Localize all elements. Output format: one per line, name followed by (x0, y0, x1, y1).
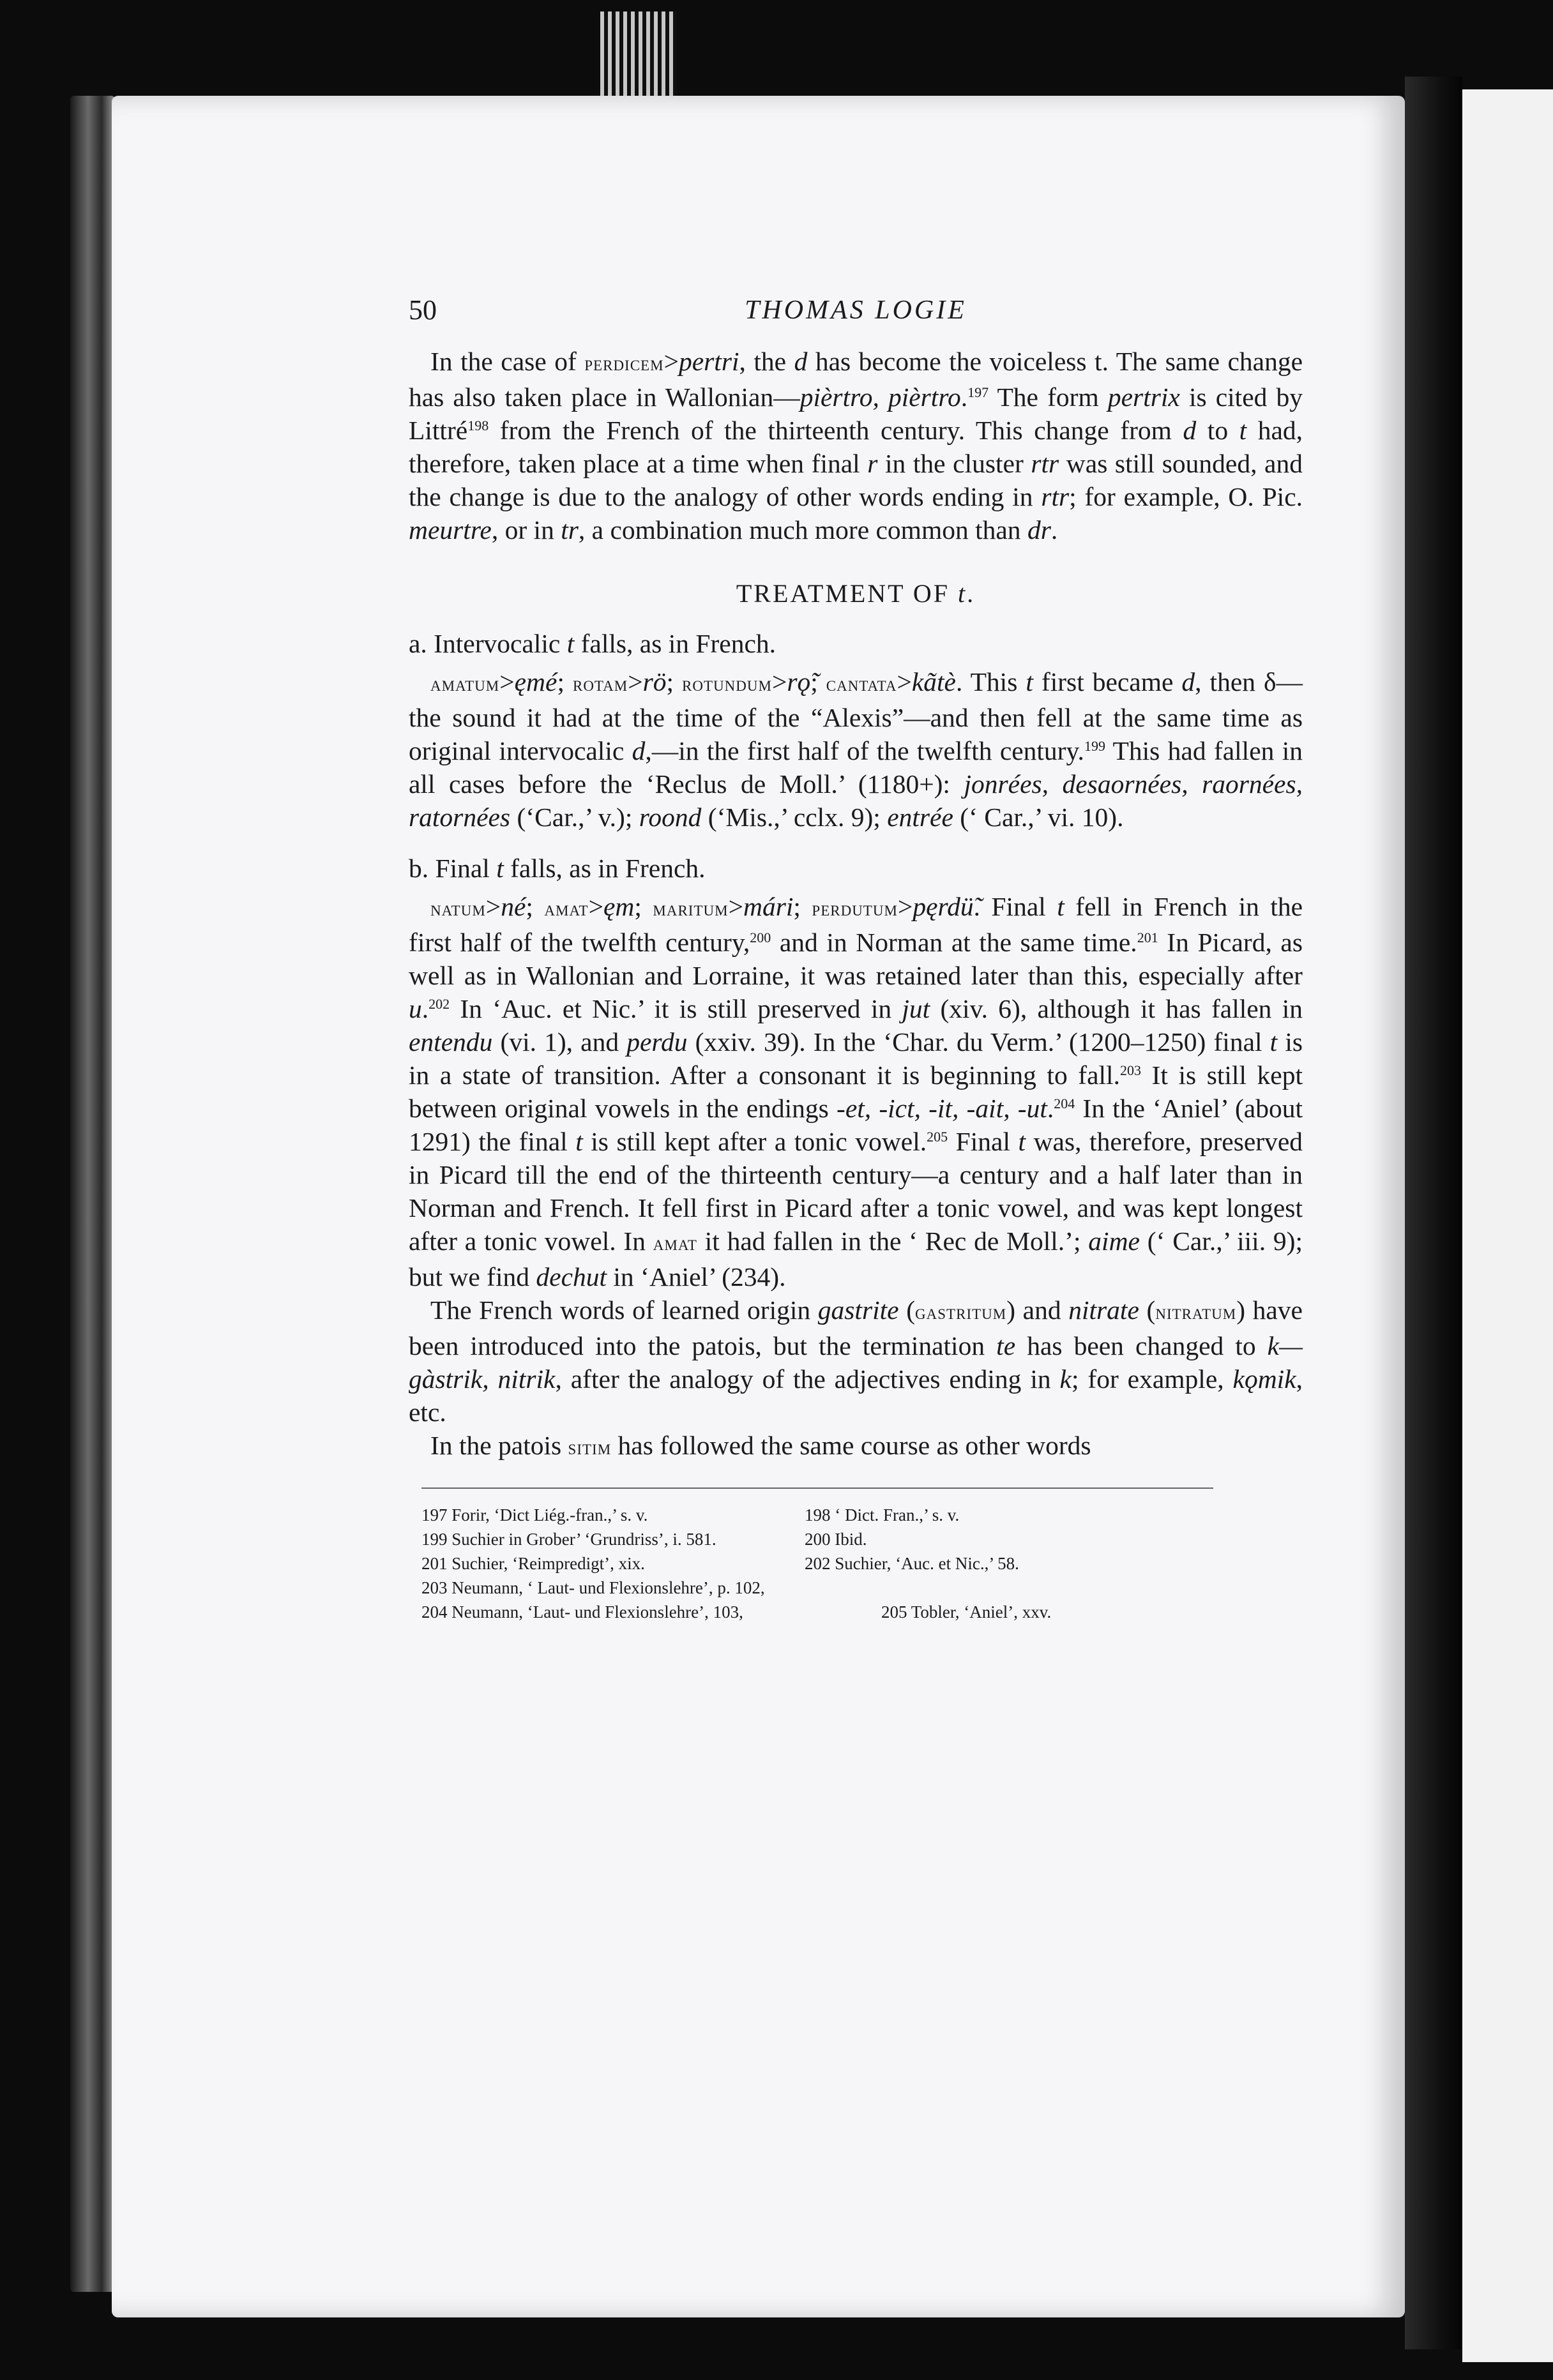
bookmark-ribbon (600, 11, 677, 107)
paragraph-learned-words: The French words of learned origin gastrite (gastritum) and nitrate (nitratum) have been introduced into the patois, but the termination te has been changed to k—gàstrik, nitrik, after the analogy of the adjectives ending in k; for example, kǫmik, etc. (409, 1295, 1303, 1427)
footnote-203: 203 Neumann, ‘ Laut- und Flexionslehre’, p. 102, (421, 1578, 765, 1597)
footnote-202: 202 Suchier, ‘Auc. et Nic.,’ 58. (805, 1554, 1019, 1573)
book-spine-shadow (1405, 77, 1462, 2349)
book-left-edge (70, 96, 115, 2292)
footnote-ref: 202 (428, 996, 450, 1012)
paragraph-perdicem: In the case of perdicem>pertri, the d has become the voiceless t. The same change has also taken place in Wallonian—pièrtro, pièrtro.$^{197}$ The form pertrix is cited by Littré$^{198}$ from the French of the thirteenth century. This change from d to t had, therefore, taken place at a time when final r in the cluster rtr was still sounded, and the change is due to the analogy of other words ending in rtr; for example, O. Pic. meurtre, or in tr, a combination much more common than dr. (409, 347, 1303, 545)
section-heading: TREATMENT OF t. (736, 579, 976, 608)
footnote-197: 197 Forir, ‘Dict Liég.-fran.,’ s. v. (421, 1505, 648, 1525)
footnote-ref: 197 (967, 384, 989, 400)
text-column (409, 294, 1303, 1624)
footnote-204: 204 Neumann, ‘Laut- und Flexionslehre’, 103, (421, 1602, 743, 1622)
page-number: 50 (409, 294, 437, 326)
footnote-199: 199 Suchier in Grober’ ‘Grundriss’, i. 581. (421, 1530, 716, 1549)
facing-page-edge (1462, 89, 1553, 2362)
footnote-201: 201 Suchier, ‘Reimpredigt’, xix. (421, 1554, 645, 1573)
footnote-ref: 200 (750, 930, 771, 945)
footnote-200: 200 Ibid. (805, 1530, 867, 1549)
footnotes (421, 1488, 1213, 1624)
footnote-205: 205 Tobler, ‘Aniel’, xxv. (881, 1602, 1052, 1622)
footnote-ref: 198 (467, 418, 489, 433)
paragraph-sitim: In the patois sitim has followed the same course as other words (430, 1431, 1091, 1460)
footnote-ref: 205 (927, 1129, 948, 1145)
footnote-ref: 203 (1119, 1062, 1141, 1078)
paragraph-final-t: natum>né; amat>ęm; maritum>mári; perdutum>pęrdü̃. Final t fell in French in the first half of the twelfth century,$^{200}$ and in Norman at the same time.$^{201}$ In Picard, as well as in Wallonian and Lorraine, it was retained later than this, especially after u.$^{202}$ In ‘Auc. et Nic.’ it is still preserved in jut (xiv. 6), although it has fallen in entendu (vi. 1), and perdu (xxiv. 39). In the ‘Char. du Verm.’ (1200–1250) final t is in a state of transition. After a consonant it is beginning to fall.$^{203}$ It is still kept between original vowels in the endings -et, -ict, -it, -ait, -ut.$^{204}$ In the ‘Aniel’ (about 1291) the final t is still kept after a tonic vowel.$^{205}$ Final t was, therefore, preserved in Picard till the end of the thirteenth century—a century and a half later than in Norman and French. It fell first in Picard after a tonic vowel, and was kept longest after a tonic vowel. In amat it had fallen in the ‘ Rec de Moll.’; aime (‘ Car.,’ iii. 9); but we find dechut in ‘Aniel’ (234). (409, 892, 1303, 1292)
footnote-ref: 199 (1084, 738, 1105, 754)
page-header (409, 294, 1303, 345)
footnote-ref: 201 (1137, 930, 1158, 945)
footnote-ref: 204 (1054, 1096, 1075, 1111)
subheading-intervocalic: a. Intervocalic t falls, as in French. (409, 629, 777, 658)
footnote-198: 198 ‘ Dict. Fran.,’ s. v. (805, 1505, 960, 1525)
subheading-final: b. Final t falls, as in French. (409, 854, 706, 883)
paragraph-intervocalic: amatum>ęmé; rotam>rö; rotundum>rǫ̃; cantata>kãtè. This t first became d, then δ—the sound it had at the time of the “Alexis”—and then fell at the same time as original intervocalic d,—in the first half of the twelfth century.$^{199}$ This had fallen in all cases before the ‘Reclus de Moll.’ (1180+): jonrées, desaornées, raornées, ratornées (‘Car.,’ v.); roond (‘Mis.,’ cclx. 9); entrée (‘ Car.,’ vi. 10). (409, 667, 1303, 832)
running-head: THOMAS LOGIE (745, 296, 967, 325)
